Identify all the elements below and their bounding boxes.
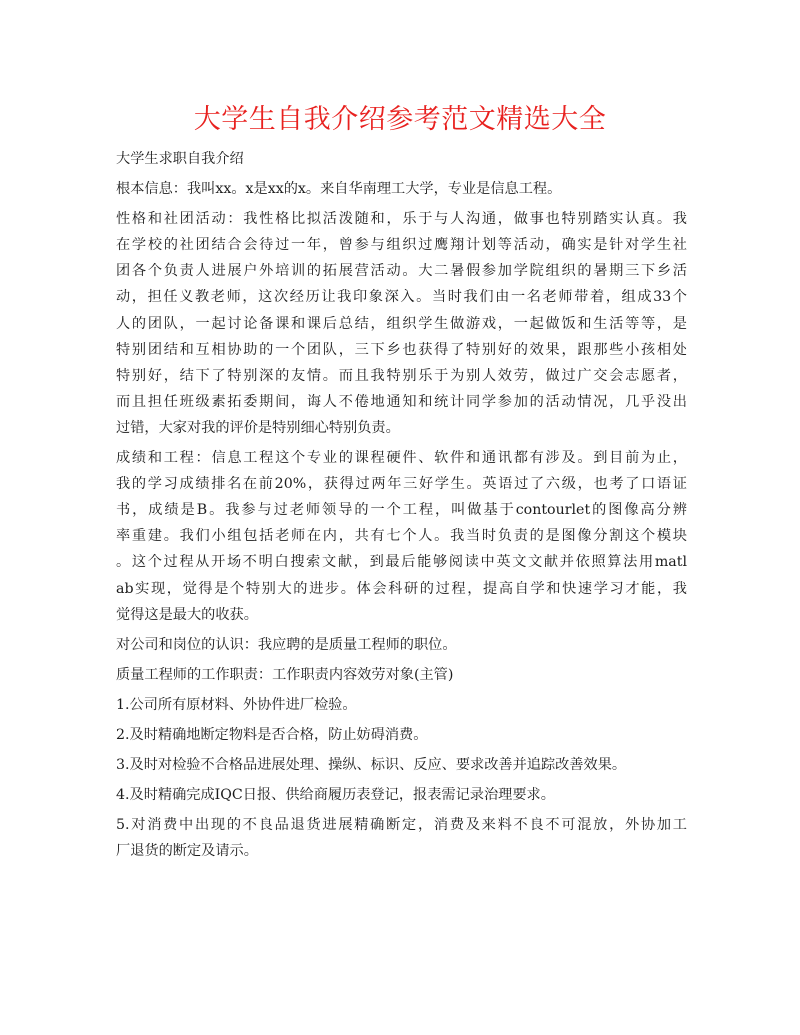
paragraph xyxy=(116,632,687,658)
paragraph xyxy=(116,722,687,748)
text-line: 质量工程师的工作职责：工作职责内容效劳对象(主管) xyxy=(116,666,454,683)
text-line: 特别团结和互相协助的一个团队，三下乡也获得了特别好的效果，跟那些小孩相处 xyxy=(116,341,687,358)
text-line: 3.及时对检验不合格品进展处理、操纵、标识、反应、要求改善并追踪改善效果。 xyxy=(116,757,627,774)
text-line: 我的学习成绩排名在前20%，获得过两年三好学生。英语过了六级，也考了口语证 xyxy=(116,476,687,493)
text-line: 2.及时精确地断定物料是否合格，防止妨碍消费。 xyxy=(116,726,428,743)
text-line: 而且担任班级素拓委期间，诲人不倦地通知和统计同学参加的活动情况，几乎没出 xyxy=(116,393,687,410)
paragraph xyxy=(116,176,687,202)
text-line: 书，成绩是B。我参与过老师领导的一个工程，叫做基于contourlet的图像高分辨 xyxy=(116,502,687,519)
paragraph xyxy=(116,146,687,172)
paragraph xyxy=(116,812,687,864)
text-line: 对公司和岗位的认识：我应聘的是质量工程师的职位。 xyxy=(116,636,457,653)
text-line: 根本信息：我叫xx。x是xx的x。来自华南理工大学，专业是信息工程。 xyxy=(116,181,562,198)
text-line: 1.公司所有原材料、外协件进厂检验。 xyxy=(116,696,357,713)
text-line: 厂退货的断定及请示。 xyxy=(116,843,258,860)
text-line: 。这个过程从开场不明白搜索文献，到最后能够阅读中英文文献并依照算法用matl xyxy=(116,554,687,571)
text-line: 5.对消费中出现的不良品退货进展精确断定，消费及来料不良不可混放，外协加工 xyxy=(116,817,687,834)
text-line: 大学生求职自我介绍 xyxy=(116,151,244,167)
text-line: 觉得这是最大的收获。 xyxy=(116,606,258,623)
text-line: 特别好，结下了特别深的友情。而且我特别乐于为别人效劳，做过广交会志愿者， xyxy=(116,367,687,384)
paragraph xyxy=(116,445,687,628)
text-line: 人的团队，一起讨论备课和课后总结，组织学生做游戏，一起做饭和生活等等，是 xyxy=(116,315,687,332)
document-body xyxy=(116,146,687,868)
text-line: 在学校的社团结合会待过一年，曾参与组织过鹰翔计划等活动，确实是针对学生社 xyxy=(116,237,687,254)
paragraph xyxy=(116,692,687,718)
text-line: 成绩和工程：信息工程这个专业的课程硬件、软件和通讯都有涉及。到目前为止， xyxy=(116,450,687,467)
text-line: 过错，大家对我的评价是特别细心特别负责。 xyxy=(116,419,400,436)
text-line: 性格和社团活动：我性格比拟活泼随和，乐于与人沟通，做事也特别踏实认真。我 xyxy=(116,211,687,228)
text-line: ab实现，觉得是个特别大的进步。体会科研的过程，提高自学和快速学习才能，我 xyxy=(116,580,687,597)
text-line: 率重建。我们小组包括老师在内，共有七个人。我当时负责的是图像分割这个模块 xyxy=(116,528,687,545)
paragraph xyxy=(116,782,687,808)
text-line: 4.及时精确完成IQC日报、供给商履历表登记，报表需记录治理要求。 xyxy=(116,787,555,804)
text-line: 团各个负责人进展户外培训的拓展营活动。大二暑假参加学院组织的暑期三下乡活 xyxy=(116,263,687,280)
text-line: 动，担任义教老师，这次经历让我印象深入。当时我们由一名老师带着，组成33个 xyxy=(116,289,687,306)
document-title: 大学生自我介绍参考范文精选大全 xyxy=(193,104,607,135)
paragraph xyxy=(116,752,687,778)
paragraph xyxy=(116,206,687,441)
paragraph xyxy=(116,662,687,688)
